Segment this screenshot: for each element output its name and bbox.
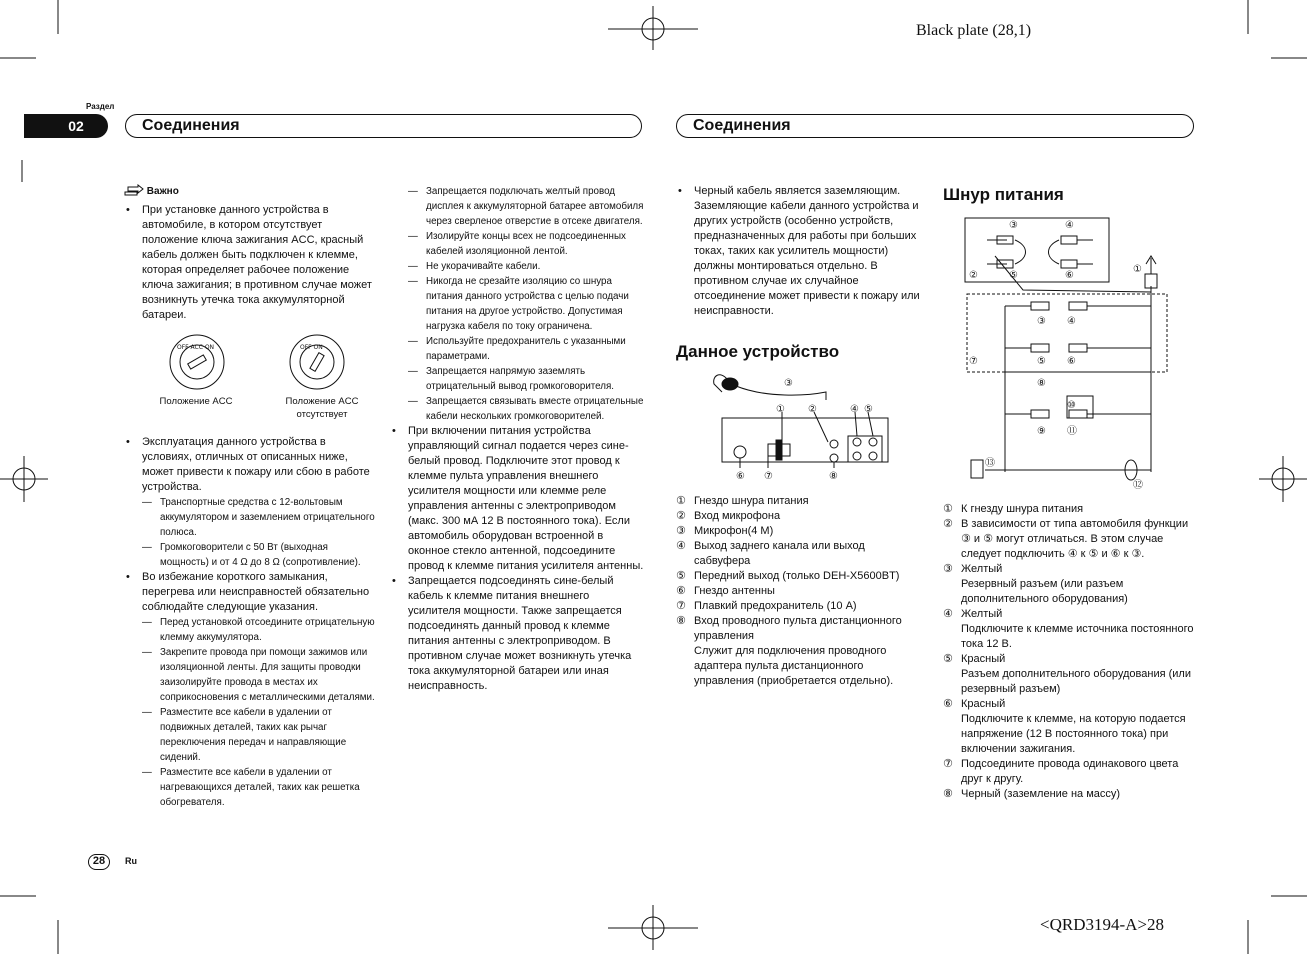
diag-cord-label: ⑬: [985, 458, 995, 469]
dash-speaker-bundle: — Запрещается связывать вместе отрицательные кабели нескольких громкоговорителей.: [408, 394, 644, 424]
diag-unit-label: ①: [776, 404, 785, 415]
diag-cord-label: ⑤: [1037, 356, 1046, 367]
unit-diagram: [676, 372, 916, 484]
dash-heating-parts: — Разместите все кабели в удалении от нагревающихся деталей, таких как решетка обогревателя.: [142, 765, 376, 810]
unit-heading: Данное устройство: [676, 342, 840, 361]
diag-cord-label: ⑫: [1133, 480, 1143, 491]
diag-unit-label: ⑧: [829, 471, 838, 482]
diag-unit-label: ⑦: [764, 471, 773, 482]
important-icon: [124, 184, 144, 196]
page-number: 28: [88, 854, 110, 870]
footer-code: <QRD3194-A>28: [1040, 915, 1165, 934]
dash-speaker-ground: — Запрещается напрямую заземлять отрицательный вывод громкоговорителя.: [408, 364, 644, 394]
section-number: 02: [68, 118, 84, 134]
legend-item: ② Вход микрофона: [676, 510, 781, 522]
dash-speakers: — Громкоговорители с 50 Вт (выходная мощность) и от 4 Ω до 8 Ω (сопротивление).: [142, 540, 376, 570]
bullet-blue-white: • При включении питания устройства управляющий сигнал подается через сине-белый провод. Подключите этот провод к клемме пульта управления внешнего усилителя мощности или клемме реле управления антенны с электроприводом (макс. 300 мА 12 В постоянного тока). Если автомобиль оборудован встроенной в оконное стекло антенной, подсоедините провод к клемме питания усилителя антенны.: [390, 424, 644, 574]
legend-item: ④ Желтый Подключите к клемме источника постоянного тока 12 В.: [943, 608, 1194, 650]
important-note: [124, 184, 376, 199]
dash-insulate: — Изолируйте концы всех не подсоединенных кабелей изоляционной лентой.: [408, 229, 644, 259]
language-label: Ru: [125, 856, 137, 866]
legend-item: ⑦ Плавкий предохранитель (10 A): [676, 600, 857, 612]
column-1: [124, 184, 376, 810]
legend-item: ③ Желтый Резервный разъем (или разъем дополнительного оборудования): [943, 563, 1128, 605]
diag-cord-label: ⑧: [1037, 378, 1046, 389]
diag-cord-label: ⑦: [969, 356, 978, 367]
ignition-figures: [124, 333, 376, 429]
diag-cord-label: ⑥: [1067, 356, 1076, 367]
dash-no-cut: — Никогда не срезайте изоляцию со шнура питания данного устройства с целью подачи питания на другое устройство. Допустимая нагрузка кабеля по току ограничена.: [408, 274, 644, 334]
legend-item: ① К гнезду шнура питания: [943, 503, 1084, 515]
dash-disconnect: — Перед установкой отсоедините отрицательную клемму аккумулятора.: [142, 615, 376, 645]
diag-cord-label: ③: [1009, 220, 1018, 231]
bullet-no-blue-white: • Запрещается подсоединять сине-белый кабель к клемме питания внешнего усилителя мощности. Также запрещается подсоединять данный провод к клемме питания антенны с электроприводом. В противном случае может возникнуть утечка тока аккумуляторной батареи или иная неисправность.: [390, 574, 644, 694]
diag-unit-label: ③: [784, 378, 793, 389]
diag-cord-label: ④: [1067, 316, 1076, 327]
ignition-acc-icon: [168, 333, 226, 391]
diag-unit-label: ⑥: [736, 471, 745, 482]
column-2: [408, 184, 644, 694]
legend-item: ③ Микрофон(4 М): [676, 525, 774, 537]
dash-moving-parts: — Разместите все кабели в удалении от подвижных деталей, таких как рычаг переключения передач и направляющие сидений.: [142, 705, 376, 765]
diag-unit-label: ⑤: [864, 404, 873, 415]
power-cord-heading: Шнур питания: [943, 185, 1064, 204]
diag-cord-label: ⑨: [1037, 426, 1046, 437]
bullet-acc: • При установке данного устройства в автомобиле, в котором отсутствует положение ключа зажигания ACC, красный кабель должен быть подключен к клемме, которая определяет рабочее положение ключа зажигания; в противном случае может возникнуть утечка тока аккумуляторной батареи.: [124, 203, 376, 323]
bullet-ground: • Черный кабель является заземляющим. Заземляющие кабели данного устройства и других устройств (особенно устройств, предназначенных для работы при больших токах, таких как усилитель мощности) должны монтироваться отдельно. В противном случае их случайное отсоединение может привести к пожару или неисправности.: [676, 184, 928, 319]
legend-item: ⑧ Вход проводного пульта дистанционного управления Служит для подключения проводного адаптера пульта дистанционного управления (приобретается отдельно).: [676, 615, 902, 687]
diag-cord-label: ③: [1037, 316, 1046, 327]
power-cord-legend: [943, 502, 1195, 802]
bullet-short-circuit: • Во избежание короткого замыкания, перегрева или неисправностей обязательно соблюдайте следующие указания.: [124, 570, 376, 615]
legend-item: ① Гнездо шнура питания: [676, 495, 809, 507]
diag-unit-label: ④: [850, 404, 859, 415]
plate-label: Black plate (28,1): [916, 22, 1032, 39]
legend-item: ⑥ Красный Подключите к клемме, на которую подается напряжение (12 В постоянного тока) при включении зажигания.: [943, 698, 1186, 755]
diag-unit-label: ②: [808, 404, 817, 415]
legend-item: ⑦ Подсоедините провода одинакового цвета друг к другу.: [943, 758, 1179, 785]
ignition-no-acc-icon: [288, 333, 346, 391]
caption-acc: Положение ACC: [159, 396, 233, 407]
section-badge: [24, 114, 108, 138]
legend-item: ④ Выход заднего канала или выход сабвуфера: [676, 540, 865, 567]
diag-cord-label: ⑩: [1067, 400, 1076, 411]
legend-item: ② В зависимости от типа автомобиля функции ③ и ⑤ могут отличаться. В этом случае следует подключить ④ к ⑤ и ⑥ к ③.: [943, 518, 1189, 560]
left-header: Соединения: [125, 114, 642, 138]
legend-item: ⑥ Гнездо антенны: [676, 585, 775, 597]
diag-cord-label: ⑪: [1067, 426, 1077, 437]
column-3: [676, 184, 928, 319]
right-header: Соединения: [676, 114, 1194, 138]
diag-cord-label: ④: [1065, 220, 1074, 231]
dash-no-shorten: — Не укорачивайте кабели.: [408, 259, 644, 274]
important-label: Важно: [146, 186, 179, 197]
dash-yellow-wire: — Запрещается подключать желтый провод дисплея к аккумуляторной батарее автомобиля через сверленое отверстие в отсеке двигателя.: [408, 184, 644, 229]
antenna-jack: [734, 446, 746, 458]
section-label: Раздел: [86, 102, 115, 111]
svg-text:OFF ON: OFF ON: [300, 344, 323, 351]
diag-cord-label: ⑥: [1065, 270, 1074, 281]
dash-battery: — Транспортные средства с 12-вольтовым аккумулятором и заземлением отрицательного полюса.: [142, 495, 376, 540]
legend-item: ⑤ Красный Разъем дополнительного оборудования (или резервный разъем): [943, 653, 1191, 695]
bullet-conditions: • Эксплуатация данного устройства в условиях, отличных от описанных ниже, может привести к пожару или сбою в работе устройства.: [124, 435, 376, 495]
diag-cord-label: ①: [1133, 264, 1142, 275]
diag-cord-label: ⑤: [1009, 270, 1018, 281]
legend-item: ⑧ Черный (заземление на массу): [943, 788, 1121, 800]
power-cord-diagram: [943, 212, 1183, 494]
caption-no-acc: Положение ACC отсутствует: [285, 396, 359, 420]
legend-item: ⑤ Передний выход (только DEH-X5600BT): [676, 570, 900, 582]
diag-cord-label: ②: [969, 270, 978, 281]
dash-fuse: — Используйте предохранитель с указанными параметрами.: [408, 334, 644, 364]
dash-clamps: — Закрепите провода при помощи зажимов или изоляционной ленты. Для защиты проводки заизолируйте провода в местах их соприкосновения с металлическими деталями.: [142, 645, 376, 705]
unit-legend: [676, 494, 916, 689]
svg-text:OFF ACC ON: OFF ACC ON: [177, 344, 215, 351]
